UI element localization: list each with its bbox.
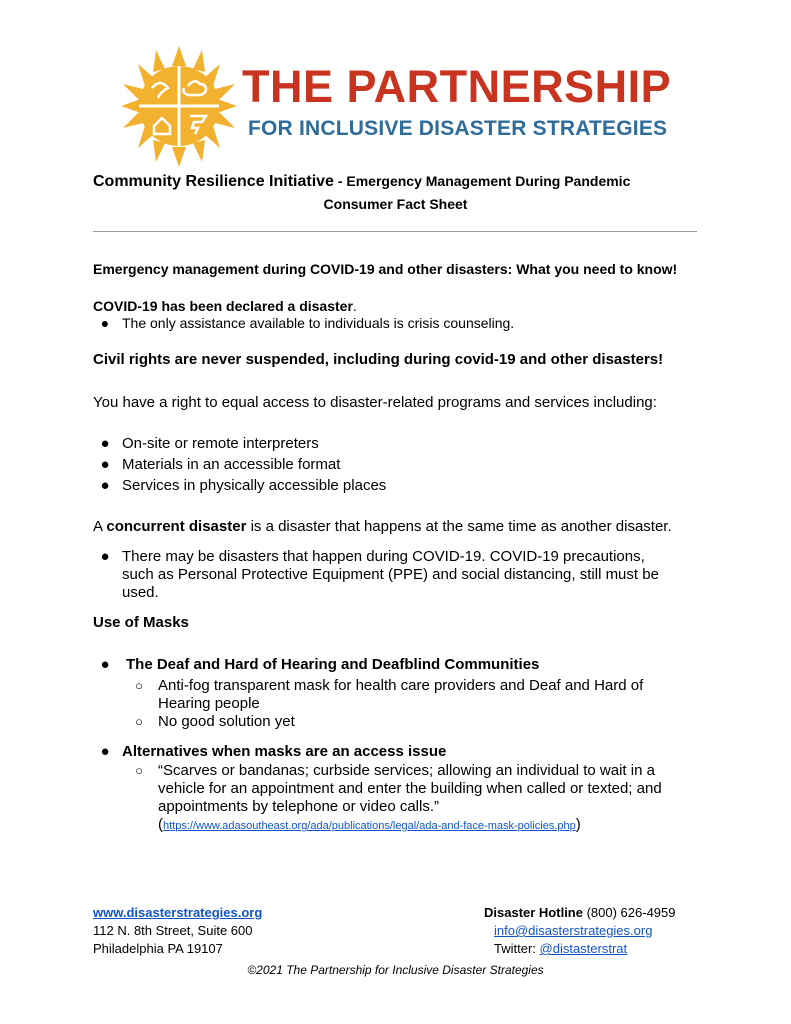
intro-heading: Emergency management during COVID-19 and other disasters: What you need to know! [93,261,678,277]
twitter: Twitter: @distasterstrat [494,941,628,956]
twitter-handle-link[interactable]: @distasterstrat [539,941,628,956]
circle-bullet-icon: ○ [135,678,143,693]
bullet-icon: ● [100,456,110,473]
bullet-icon: ● [100,477,110,494]
bullet-icon: ● [100,743,110,760]
circle-bullet-icon: ○ [135,714,143,729]
copyright: ©2021 The Partnership for Inclusive Disaster Strategies [247,963,544,977]
address-line-2: Philadelphia PA 19107 [93,941,223,956]
equal-access-text: You have a right to equal access to disaster-related programs and services including: [93,394,657,411]
bullet-icon: ● [100,315,110,331]
title-rest: - Emergency Management During Pandemic [333,173,631,189]
circle-bullet-icon: ○ [135,763,143,778]
hotline: Disaster Hotline (800) 626-4959 [484,905,676,920]
bullet-icon: ● [100,656,110,673]
civil-rights-heading: Civil rights are never suspended, including during covid-19 and other disasters! [93,351,664,368]
masks-heading: Use of Masks [93,614,189,631]
document-title [93,173,713,191]
logo-title: THE PARTNERSHIP [242,61,672,112]
bullet-icon: ● [100,548,110,565]
sun-logo-icon [120,44,238,169]
declared-disaster-text: COVID-19 has been declared a disaster. [93,298,357,314]
horizontal-divider [93,231,697,232]
logo-subtitle: FOR INCLUSIVE DISASTER STRATEGIES [248,117,668,140]
email-link[interactable]: info@disasterstrategies.org [494,923,653,938]
bullet-icon: ● [100,435,110,452]
concurrent-disaster-text: A concurrent disaster is a disaster that happens at the same time as another disaster. [93,518,672,535]
initiative-name: Community Resilience Initiative [93,173,334,190]
ada-mask-policy-link[interactable]: https://www.adasoutheast.org/ada/publications/legal/ada-and-face-mask-policies.php [163,820,576,832]
document-subtitle: Consumer Fact Sheet [323,196,468,212]
website-link[interactable]: www.disasterstrategies.org [93,905,263,920]
address-line-1: 112 N. 8th Street, Suite 600 [93,923,253,938]
logo [120,44,680,169]
